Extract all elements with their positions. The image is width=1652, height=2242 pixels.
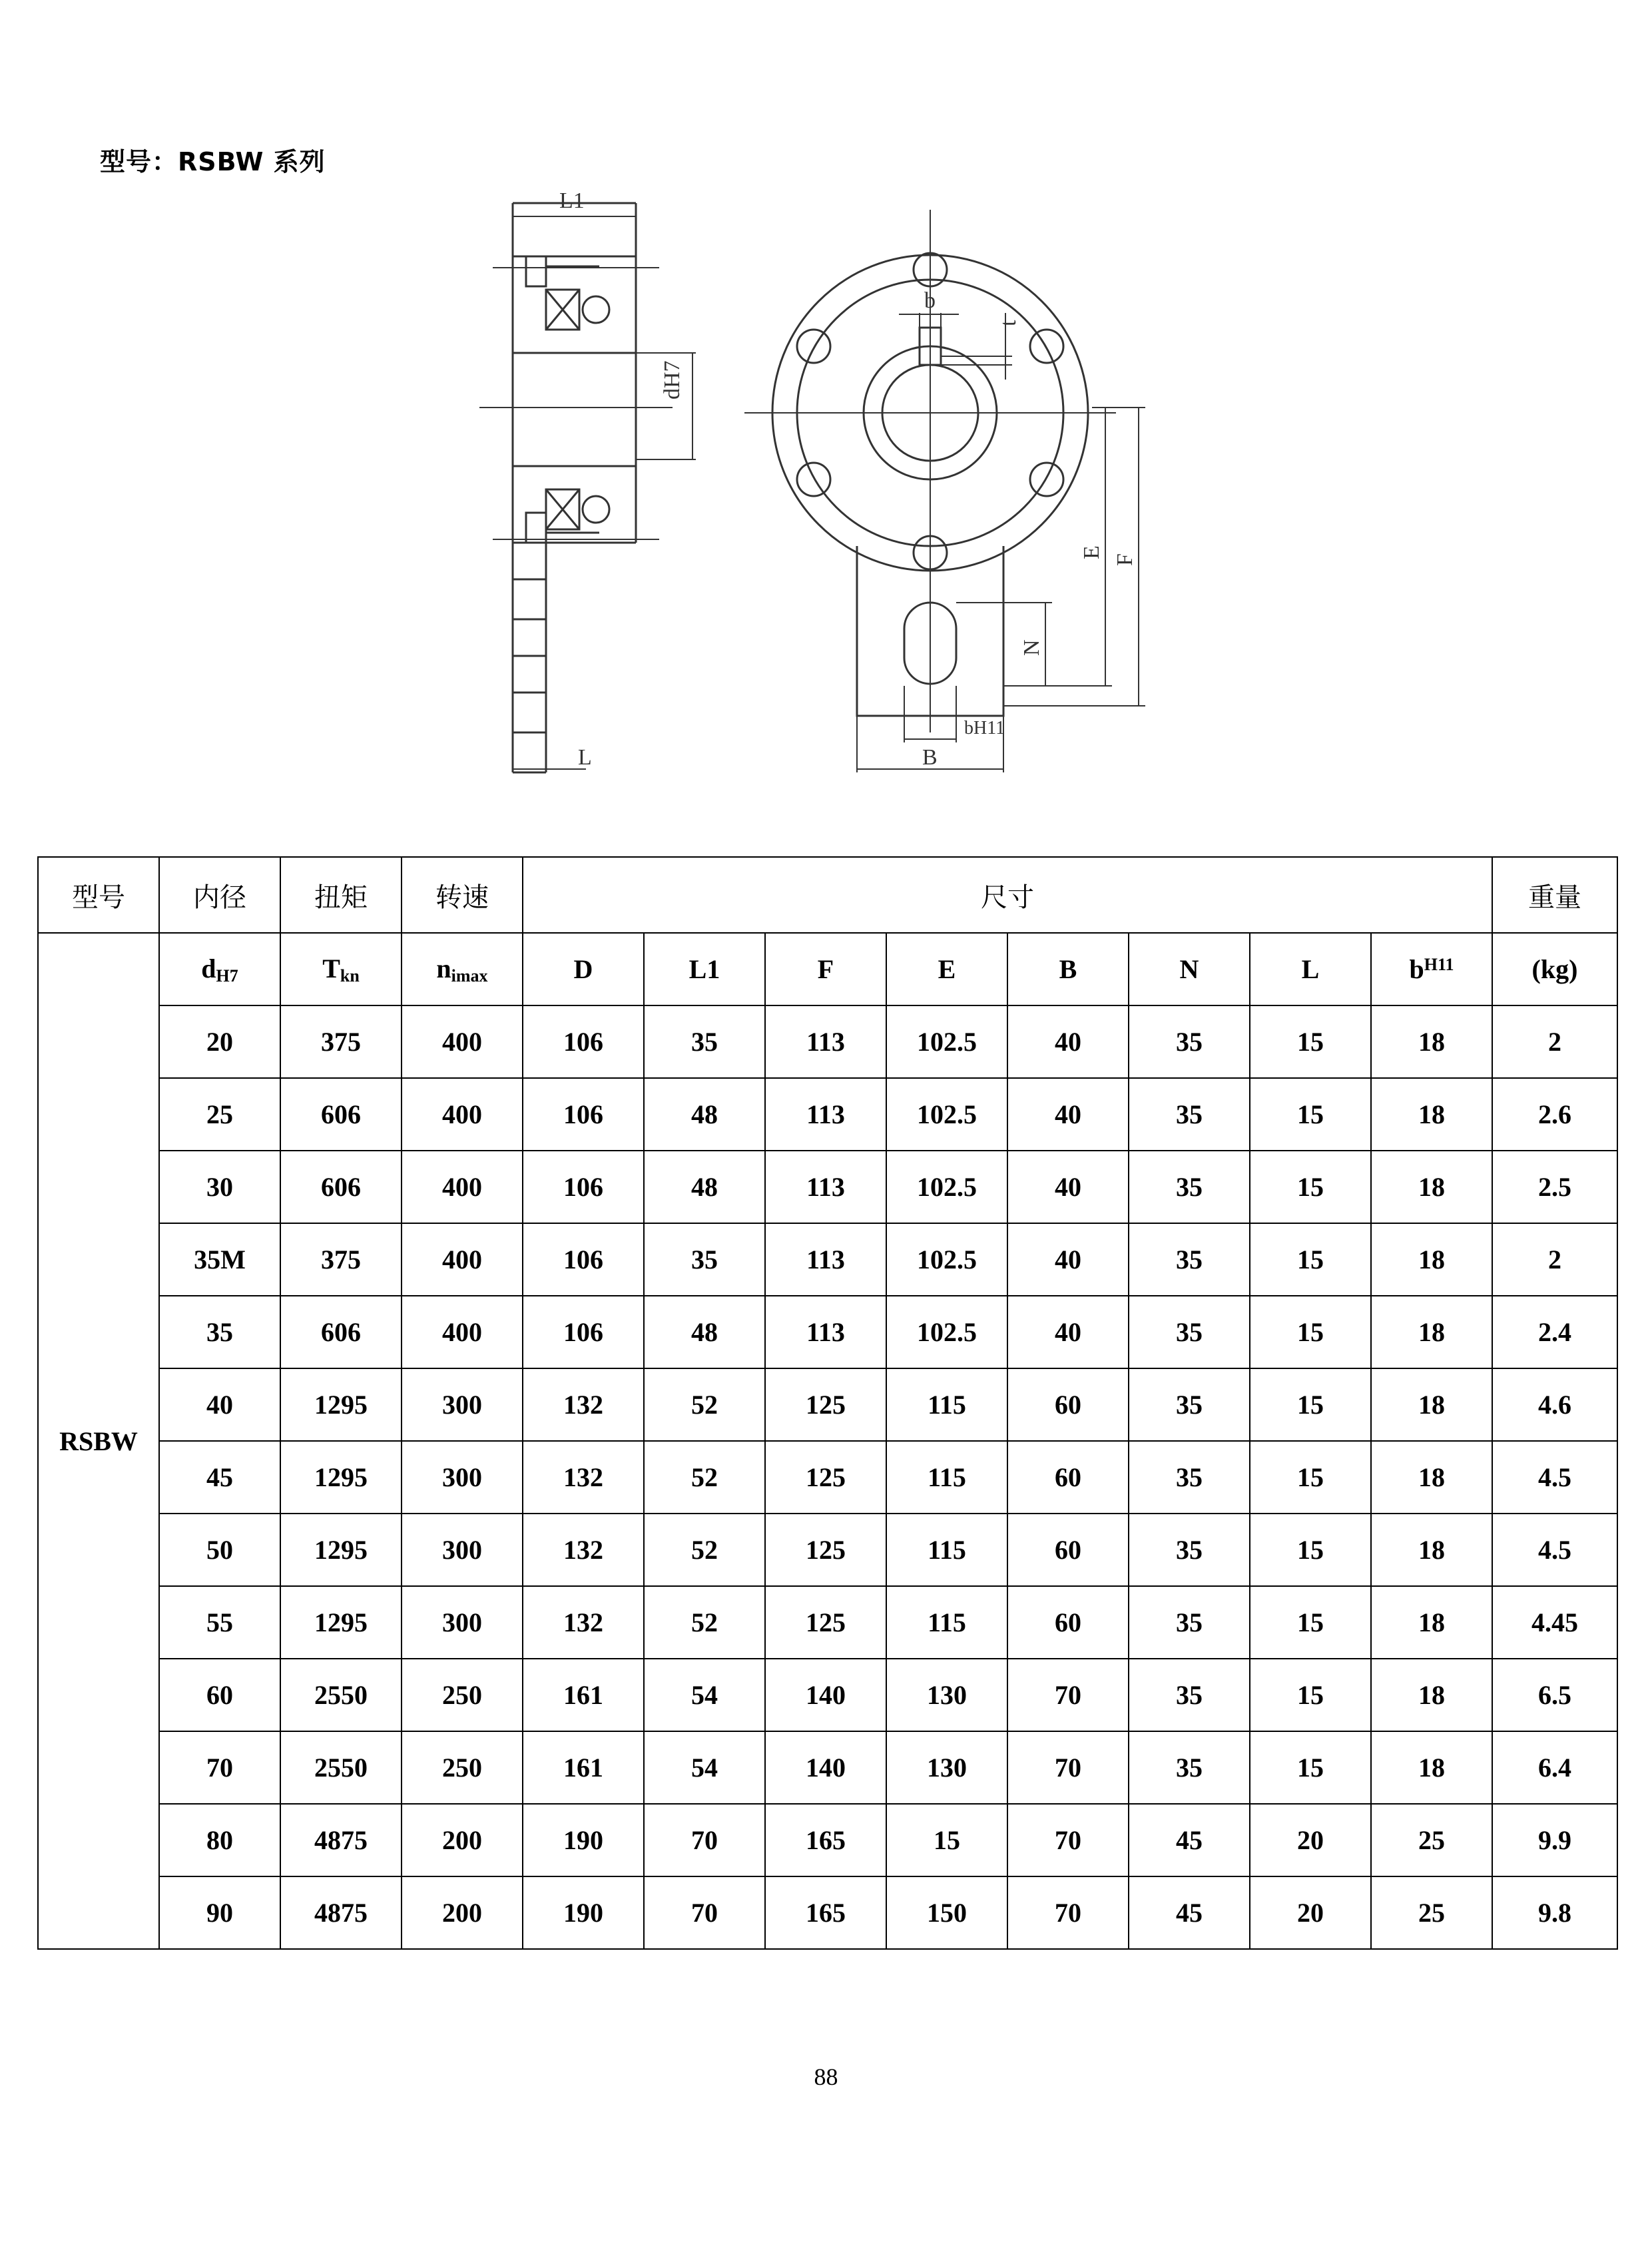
- table-cell: 18: [1371, 1586, 1492, 1659]
- table-cell: 2: [1492, 1223, 1617, 1296]
- table-cell: 132: [523, 1514, 644, 1586]
- table-cell: 165: [765, 1876, 886, 1949]
- table-cell: 113: [765, 1078, 886, 1151]
- table-cell: 6.5: [1492, 1659, 1617, 1731]
- table-cell: 18: [1371, 1078, 1492, 1151]
- table-cell: 48: [644, 1151, 765, 1223]
- subheader-D: D: [523, 933, 644, 1005]
- table-cell: 18: [1371, 1151, 1492, 1223]
- table-cell: 35: [1129, 1078, 1250, 1151]
- table-cell: 35: [1129, 1296, 1250, 1368]
- table-cell: 50: [159, 1514, 280, 1586]
- header-model: 型号: [38, 857, 159, 933]
- table-cell: 54: [644, 1659, 765, 1731]
- table-cell: 15: [1250, 1586, 1371, 1659]
- table-row: [38, 1368, 1617, 1441]
- table-cell: 6.4: [1492, 1731, 1617, 1804]
- table-cell: 106: [523, 1223, 644, 1296]
- table-cell: 200: [402, 1876, 523, 1949]
- table-cell: 130: [886, 1731, 1007, 1804]
- table-cell: 250: [402, 1659, 523, 1731]
- table-cell: 40: [1007, 1223, 1129, 1296]
- table-cell: 606: [280, 1151, 402, 1223]
- label-L1: L1: [559, 188, 585, 213]
- table-cell: 40: [1007, 1005, 1129, 1078]
- table-cell: 52: [644, 1586, 765, 1659]
- table-cell: 15: [1250, 1151, 1371, 1223]
- table-cell: 115: [886, 1368, 1007, 1441]
- table-cell: 60: [159, 1659, 280, 1731]
- table-cell: 35: [644, 1005, 765, 1078]
- table-cell: 20: [1250, 1804, 1371, 1876]
- side-view: [479, 203, 696, 772]
- table-cell: 35: [644, 1223, 765, 1296]
- table-cell: 15: [1250, 1659, 1371, 1731]
- table-cell: 113: [765, 1296, 886, 1368]
- table-cell: 132: [523, 1441, 644, 1514]
- table-row: [38, 1296, 1617, 1368]
- table-cell: 102.5: [886, 1223, 1007, 1296]
- table-cell: 15: [1250, 1368, 1371, 1441]
- table-row: [38, 1514, 1617, 1586]
- table-cell: 52: [644, 1441, 765, 1514]
- table-cell: 400: [402, 1296, 523, 1368]
- subheader-n: $n_{imax}$: [402, 933, 523, 1005]
- table-cell: 35: [1129, 1441, 1250, 1514]
- table-cell: 55: [159, 1586, 280, 1659]
- table-cell: 15: [1250, 1078, 1371, 1151]
- label-dH7: dH7: [660, 360, 685, 400]
- table-cell: 52: [644, 1514, 765, 1586]
- table-cell: 113: [765, 1223, 886, 1296]
- table-cell: 2.5: [1492, 1151, 1617, 1223]
- table-cell: 2: [1492, 1005, 1617, 1078]
- table-cell: 70: [159, 1731, 280, 1804]
- table-cell: 250: [402, 1731, 523, 1804]
- subheader-L: L: [1250, 933, 1371, 1005]
- table-cell: 15: [1250, 1514, 1371, 1586]
- page-title: 型号：RSBW 系列: [100, 147, 326, 176]
- table-cell: 106: [523, 1296, 644, 1368]
- table-cell: 40: [1007, 1151, 1129, 1223]
- table-cell: 125: [765, 1441, 886, 1514]
- table-cell: 35: [1129, 1151, 1250, 1223]
- table-cell: 102.5: [886, 1078, 1007, 1151]
- table-cell: 132: [523, 1368, 644, 1441]
- table-cell: 106: [523, 1078, 644, 1151]
- drawing-svg: [0, 0, 1652, 799]
- table-cell: 106: [523, 1151, 644, 1223]
- table-cell: 300: [402, 1586, 523, 1659]
- table-cell: 300: [402, 1514, 523, 1586]
- page-number: 88: [814, 2064, 838, 2090]
- table-cell: 15: [1250, 1223, 1371, 1296]
- table-cell: 45: [1129, 1804, 1250, 1876]
- subheader-F: F: [765, 933, 886, 1005]
- table-cell: 4.45: [1492, 1586, 1617, 1659]
- table-row: [38, 1804, 1617, 1876]
- subheader-L1: L1: [644, 933, 765, 1005]
- table-cell: 40: [1007, 1296, 1129, 1368]
- table-cell: 2550: [280, 1659, 402, 1731]
- subheader-kg: (kg): [1492, 933, 1617, 1005]
- table-cell: 40: [159, 1368, 280, 1441]
- label-L: L: [578, 745, 592, 770]
- table-cell: 1295: [280, 1514, 402, 1586]
- table-cell: 4.5: [1492, 1514, 1617, 1586]
- table-cell: 115: [886, 1441, 1007, 1514]
- table-cell: 25: [159, 1078, 280, 1151]
- table-cell: 130: [886, 1659, 1007, 1731]
- table-cell: 300: [402, 1368, 523, 1441]
- table-cell: 1295: [280, 1586, 402, 1659]
- subheader-b: $b^{H11}$: [1371, 933, 1492, 1005]
- table-cell: 18: [1371, 1731, 1492, 1804]
- table-cell: 1295: [280, 1368, 402, 1441]
- table-cell: 400: [402, 1078, 523, 1151]
- table-row: [38, 1005, 1617, 1078]
- subheader-N: N: [1129, 933, 1250, 1005]
- table-cell: 18: [1371, 1514, 1492, 1586]
- table-cell: 70: [1007, 1804, 1129, 1876]
- label-E: E: [1079, 545, 1104, 559]
- table-cell: 35: [159, 1296, 280, 1368]
- table-cell: 35: [1129, 1586, 1250, 1659]
- table-cell: 35: [1129, 1659, 1250, 1731]
- table-cell: 18: [1371, 1441, 1492, 1514]
- table-cell: 9.8: [1492, 1876, 1617, 1949]
- table-cell: 161: [523, 1731, 644, 1804]
- label-N: N: [1019, 639, 1044, 656]
- table-cell: 102.5: [886, 1151, 1007, 1223]
- table-cell: 80: [159, 1804, 280, 1876]
- table-cell: 35M: [159, 1223, 280, 1296]
- series-cell: RSBW: [38, 933, 159, 1949]
- table-cell: 113: [765, 1151, 886, 1223]
- table-cell: 106: [523, 1005, 644, 1078]
- table-cell: 70: [644, 1876, 765, 1949]
- table-cell: 2.4: [1492, 1296, 1617, 1368]
- table-cell: 15: [886, 1804, 1007, 1876]
- label-B: B: [922, 745, 938, 770]
- table-cell: 70: [1007, 1659, 1129, 1731]
- table-cell: 9.9: [1492, 1804, 1617, 1876]
- table-row: [38, 1586, 1617, 1659]
- table-cell: 375: [280, 1223, 402, 1296]
- table-cell: 4.6: [1492, 1368, 1617, 1441]
- table-cell: 190: [523, 1876, 644, 1949]
- table-cell: 48: [644, 1078, 765, 1151]
- table-cell: 60: [1007, 1441, 1129, 1514]
- table-cell: 150: [886, 1876, 1007, 1949]
- table-cell: 125: [765, 1368, 886, 1441]
- table-cell: 15: [1250, 1296, 1371, 1368]
- header-torque: 扭矩: [280, 857, 402, 933]
- table-cell: 400: [402, 1223, 523, 1296]
- table-cell: 45: [159, 1441, 280, 1514]
- table-cell: 400: [402, 1005, 523, 1078]
- table-cell: 35: [1129, 1223, 1250, 1296]
- header-bore: 内径: [159, 857, 280, 933]
- table-cell: 102.5: [886, 1296, 1007, 1368]
- table-cell: 115: [886, 1514, 1007, 1586]
- table-cell: 18: [1371, 1368, 1492, 1441]
- table-cell: 102.5: [886, 1005, 1007, 1078]
- table-cell: 70: [1007, 1876, 1129, 1949]
- table-cell: 132: [523, 1586, 644, 1659]
- table-cell: 4.5: [1492, 1441, 1617, 1514]
- table-cell: 2550: [280, 1731, 402, 1804]
- table-cell: 70: [1007, 1731, 1129, 1804]
- table-cell: 200: [402, 1804, 523, 1876]
- table-cell: 18: [1371, 1223, 1492, 1296]
- table-cell: 140: [765, 1731, 886, 1804]
- table-cell: 113: [765, 1005, 886, 1078]
- table-cell: 30: [159, 1151, 280, 1223]
- label-bH11: bH11: [964, 718, 1005, 738]
- label-F: F: [1113, 553, 1137, 566]
- subheader-E: E: [886, 933, 1007, 1005]
- technical-drawing: [0, 0, 1652, 799]
- table-cell: 35: [1129, 1005, 1250, 1078]
- header-row: [38, 857, 1617, 933]
- table-cell: 20: [1250, 1876, 1371, 1949]
- table-row: [38, 1659, 1617, 1731]
- table-row: [38, 1441, 1617, 1514]
- table-row: [38, 1876, 1617, 1949]
- table-cell: 15: [1250, 1441, 1371, 1514]
- table-row: [38, 1151, 1617, 1223]
- table-cell: 125: [765, 1586, 886, 1659]
- table-cell: 48: [644, 1296, 765, 1368]
- table-cell: 140: [765, 1659, 886, 1731]
- spec-table: [37, 856, 1618, 1950]
- table-cell: 1295: [280, 1441, 402, 1514]
- table-cell: 190: [523, 1804, 644, 1876]
- table-cell: 45: [1129, 1876, 1250, 1949]
- table-cell: 15: [1250, 1731, 1371, 1804]
- table-cell: 125: [765, 1514, 886, 1586]
- table-cell: 60: [1007, 1586, 1129, 1659]
- table-cell: 35: [1129, 1731, 1250, 1804]
- header-weight: 重量: [1492, 857, 1617, 933]
- table-row: [38, 1078, 1617, 1151]
- subheader-B: B: [1007, 933, 1129, 1005]
- table-cell: 18: [1371, 1659, 1492, 1731]
- table-cell: 52: [644, 1368, 765, 1441]
- table-row: [38, 1731, 1617, 1804]
- table-cell: 165: [765, 1804, 886, 1876]
- table-cell: 161: [523, 1659, 644, 1731]
- table-cell: 70: [644, 1804, 765, 1876]
- table-cell: 115: [886, 1586, 1007, 1659]
- subheader-d: $d_{H7}$: [159, 933, 280, 1005]
- table-cell: 606: [280, 1078, 402, 1151]
- table-cell: 25: [1371, 1876, 1492, 1949]
- table-cell: 300: [402, 1441, 523, 1514]
- table-cell: 375: [280, 1005, 402, 1078]
- table-cell: 20: [159, 1005, 280, 1078]
- table-cell: 35: [1129, 1514, 1250, 1586]
- table-cell: 4875: [280, 1876, 402, 1949]
- front-view: [744, 210, 1145, 772]
- table-cell: 606: [280, 1296, 402, 1368]
- subheader-row: [38, 933, 1617, 1005]
- table-cell: 40: [1007, 1078, 1129, 1151]
- header-dimensions: 尺寸: [523, 857, 1492, 933]
- label-b: b: [924, 288, 936, 313]
- subheader-T: $T_{kn}$: [280, 933, 402, 1005]
- label-t: t: [996, 320, 1021, 326]
- table-cell: 60: [1007, 1514, 1129, 1586]
- table-cell: 60: [1007, 1368, 1129, 1441]
- table-cell: 35: [1129, 1368, 1250, 1441]
- header-speed: 转速: [402, 857, 523, 933]
- table-cell: 18: [1371, 1296, 1492, 1368]
- table-cell: 4875: [280, 1804, 402, 1876]
- table-cell: 90: [159, 1876, 280, 1949]
- table-cell: 54: [644, 1731, 765, 1804]
- table-row: [38, 1223, 1617, 1296]
- table-cell: 18: [1371, 1005, 1492, 1078]
- table-cell: 15: [1250, 1005, 1371, 1078]
- table-cell: 400: [402, 1151, 523, 1223]
- table-cell: 25: [1371, 1804, 1492, 1876]
- table-cell: 2.6: [1492, 1078, 1617, 1151]
